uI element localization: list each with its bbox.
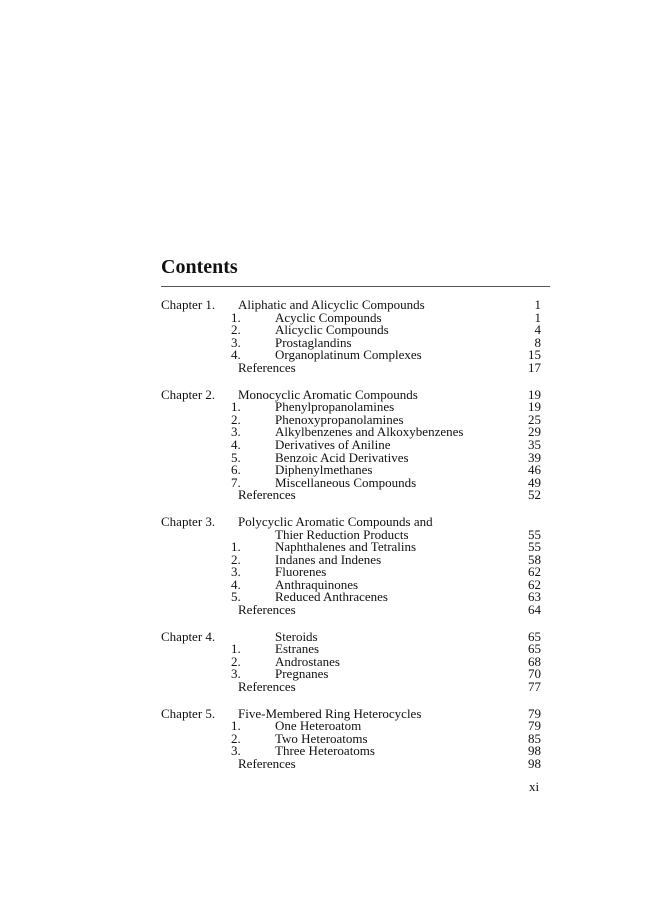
section-page: 55 bbox=[528, 539, 541, 555]
section-page: 58 bbox=[528, 551, 541, 567]
references-row bbox=[161, 359, 541, 375]
section-number: 2. bbox=[231, 551, 241, 567]
section-page: 46 bbox=[528, 462, 541, 478]
section-number: 3. bbox=[231, 424, 241, 440]
section-page: 85 bbox=[528, 730, 541, 746]
section-row bbox=[161, 668, 541, 681]
references-label: References bbox=[238, 487, 296, 503]
chapter-page: 55 bbox=[528, 526, 541, 542]
section-title: Alicyclic Compounds bbox=[275, 322, 389, 338]
section-number: 6. bbox=[231, 462, 241, 478]
section-title: Reduced Anthracenes bbox=[275, 589, 388, 605]
section-number: 1. bbox=[231, 309, 241, 325]
chapter-label: Chapter 1. bbox=[161, 297, 216, 312]
section-number: 3. bbox=[231, 743, 241, 759]
chapter-label: Chapter 4. bbox=[161, 628, 216, 644]
section-number: 1. bbox=[231, 399, 241, 415]
section-page: 25 bbox=[528, 411, 541, 427]
references-label: References bbox=[238, 679, 296, 695]
section-number: 4. bbox=[231, 576, 241, 592]
section-number: 1. bbox=[231, 539, 241, 555]
section-number: 4. bbox=[231, 347, 241, 363]
chapter-title: Polycyclic Aromatic Compounds and bbox=[238, 513, 433, 529]
section-page: 19 bbox=[528, 399, 541, 415]
section-title: Derivatives of Aniline bbox=[275, 436, 391, 452]
section-page: 8 bbox=[534, 334, 541, 350]
section-number: 2. bbox=[231, 411, 241, 427]
section-number: 2. bbox=[231, 322, 241, 338]
references-page: 98 bbox=[528, 756, 541, 771]
section-page: 1 bbox=[534, 309, 541, 325]
section-row bbox=[161, 643, 541, 656]
references-row bbox=[161, 604, 541, 617]
section-page: 68 bbox=[528, 653, 541, 669]
chapter-block bbox=[161, 386, 541, 503]
chapter-block bbox=[161, 513, 541, 618]
chapter-block bbox=[161, 628, 541, 695]
references-page: 17 bbox=[528, 359, 541, 375]
chapter-title: Steroids bbox=[275, 628, 318, 644]
section-title: Phenylpropanolamines bbox=[275, 399, 395, 415]
chapter-title: Five-Membered Ring Heterocycles bbox=[238, 705, 422, 721]
section-row bbox=[161, 474, 541, 490]
section-number: 4. bbox=[231, 436, 241, 452]
section-page: 4 bbox=[534, 322, 541, 338]
section-title: Two Heteroatoms bbox=[275, 730, 368, 746]
chapter-label: Chapter 2. bbox=[161, 386, 216, 402]
references-page: 77 bbox=[528, 679, 541, 695]
section-row bbox=[161, 591, 541, 604]
references-label: References bbox=[238, 359, 296, 375]
chapter-title: Monocyclic Aromatic Compounds bbox=[238, 386, 418, 402]
references-row bbox=[161, 489, 541, 502]
section-row bbox=[161, 551, 541, 567]
references-page: 64 bbox=[528, 602, 541, 618]
chapter-block bbox=[161, 705, 541, 771]
section-title: One Heteroatom bbox=[275, 718, 362, 734]
section-number: 2. bbox=[231, 730, 241, 746]
section-number: 7. bbox=[231, 474, 241, 490]
section-number: 3. bbox=[231, 666, 241, 682]
section-page: 70 bbox=[528, 666, 541, 682]
chapter-label: Chapter 3. bbox=[161, 513, 216, 529]
chapter-label: Chapter 5. bbox=[161, 705, 216, 721]
section-page: 49 bbox=[528, 474, 541, 490]
section-page: 98 bbox=[528, 743, 541, 759]
section-page: 35 bbox=[528, 436, 541, 452]
section-number: 5. bbox=[231, 449, 241, 465]
section-title: Organoplatinum Complexes bbox=[275, 347, 422, 363]
section-title: Estranes bbox=[275, 641, 320, 657]
chapter-page: 1 bbox=[534, 297, 541, 312]
title-rule bbox=[161, 286, 550, 287]
references-label: References bbox=[238, 756, 296, 771]
section-row bbox=[161, 653, 541, 669]
chapter-title: Aliphatic and Alicyclic Compounds bbox=[238, 297, 425, 312]
section-title: Indanes and Indenes bbox=[275, 551, 382, 567]
section-page: 62 bbox=[528, 564, 541, 580]
section-page: 29 bbox=[528, 424, 541, 440]
section-page: 39 bbox=[528, 449, 541, 465]
section-title: Prostaglandins bbox=[275, 334, 352, 350]
section-row bbox=[161, 349, 541, 362]
section-row bbox=[161, 745, 541, 758]
section-number: 1. bbox=[231, 641, 241, 657]
section-title: Three Heteroatoms bbox=[275, 743, 375, 759]
section-title: Pregnanes bbox=[275, 666, 329, 682]
section-title: Alkylbenzenes and Alkoxybenzenes bbox=[275, 424, 464, 440]
chapter-page: 19 bbox=[528, 386, 541, 402]
section-page: 15 bbox=[528, 347, 541, 363]
section-page: 63 bbox=[528, 589, 541, 605]
section-title: Fluorenes bbox=[275, 564, 327, 580]
section-number: 2. bbox=[231, 653, 241, 669]
section-page: 79 bbox=[528, 718, 541, 734]
section-title: Acyclic Compounds bbox=[275, 309, 382, 325]
section-number: 3. bbox=[231, 334, 241, 350]
page-number: xi bbox=[529, 779, 540, 794]
table-of-contents bbox=[161, 299, 541, 785]
section-page: 62 bbox=[528, 576, 541, 592]
section-page: 65 bbox=[528, 641, 541, 657]
section-title: Naphthalenes and Tetralins bbox=[275, 539, 417, 555]
references-row bbox=[161, 758, 541, 771]
references-page: 52 bbox=[528, 487, 541, 503]
chapter-block bbox=[161, 299, 541, 375]
page-title: Contents bbox=[161, 256, 238, 278]
references-row bbox=[161, 681, 541, 694]
section-title: Diphenylmethanes bbox=[275, 462, 373, 478]
chapter-page: 65 bbox=[528, 628, 541, 644]
section-title: Miscellaneous Compounds bbox=[275, 474, 417, 490]
section-title: Phenoxypropanolamines bbox=[275, 411, 404, 427]
chapter-page: 79 bbox=[528, 705, 541, 721]
section-number: 1. bbox=[231, 718, 241, 734]
section-title: Androstanes bbox=[275, 653, 340, 669]
section-number: 3. bbox=[231, 564, 241, 580]
section-title: Benzoic Acid Derivatives bbox=[275, 449, 409, 465]
references-label: References bbox=[238, 602, 296, 618]
chapter-title-cont: Thier Reduction Products bbox=[275, 526, 409, 542]
section-number: 5. bbox=[231, 589, 241, 605]
section-title: Anthraquinones bbox=[275, 576, 359, 592]
chapter-heading-row bbox=[161, 628, 541, 644]
